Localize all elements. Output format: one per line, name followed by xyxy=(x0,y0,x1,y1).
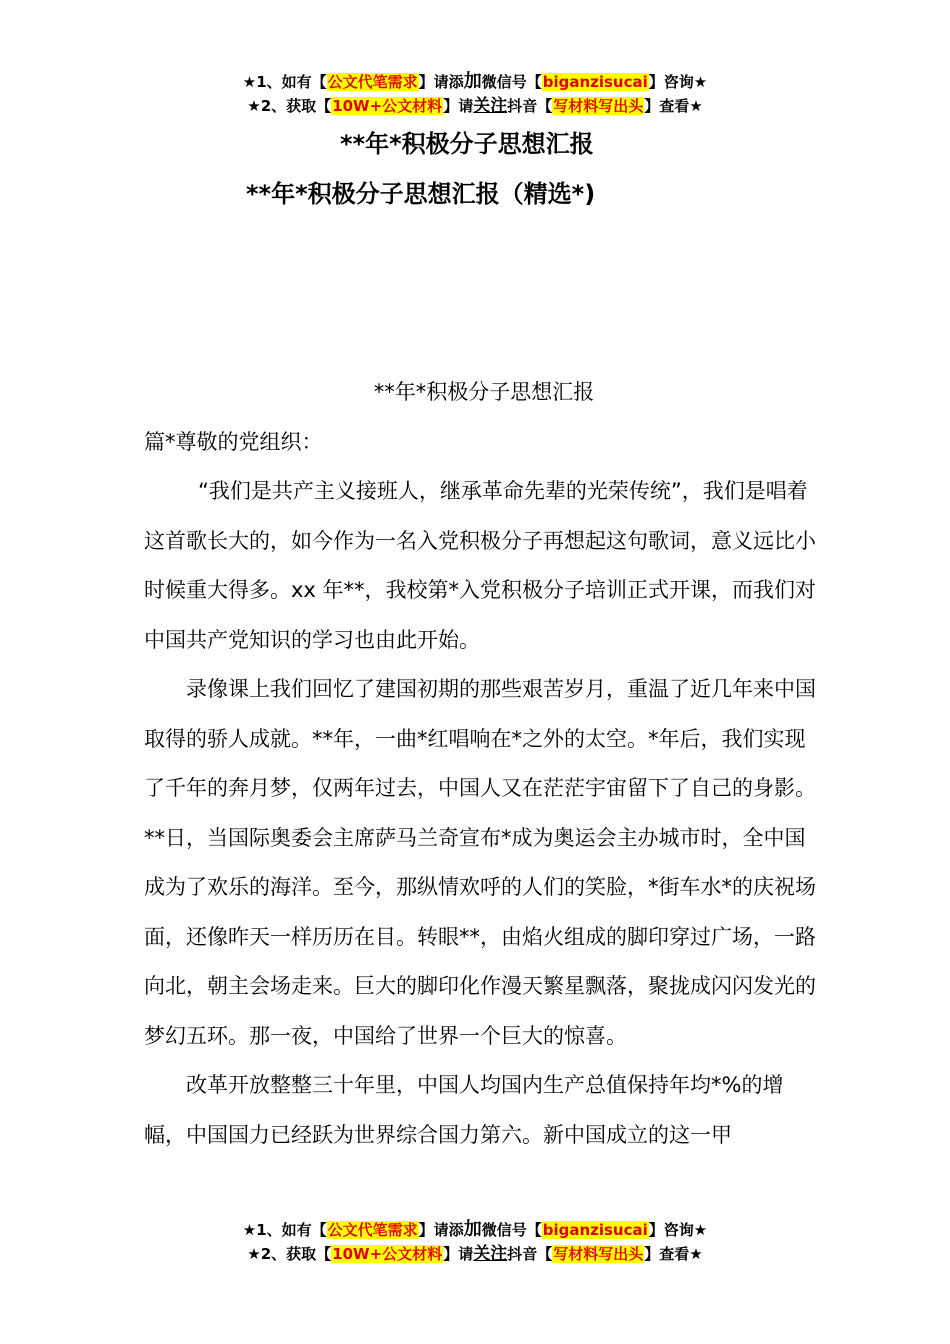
article-heading: **年*积极分子思想汇报 xyxy=(373,380,595,404)
banner-text: 】请 xyxy=(443,97,474,115)
paragraph: 录像课上我们回忆了建国初期的那些艰苦岁月，重温了近几年来中国取得的骄人成就。**年，一曲*红唱响在*之外的太空。*年后，我们实现了千年的奔月梦，仅两年过去，中国人又在茫茫宇宙留下了自己的身影。**日，当国际奥委会主席萨马兰奇宣布*成为奥运会主办城市时，全中国成为了欢乐的海洋。至今，那纵情欢呼的人们的笑脸，*街车水*的庆祝场面，还像昨天一样历历在目。转眼**，由焰火组成的脚印穿过广场，一路向北，朝主会场走来。巨大的脚印化作漫天繁星飘落，聚拢成闪闪发光的梦幻五环。那一夜，中国给了世界一个巨大的惊喜。 xyxy=(144,677,816,1048)
sub-title: **年*积极分子思想汇报（精选*) xyxy=(246,180,596,208)
banner-text: ★1、如有【 xyxy=(242,73,327,91)
banner-text: 关注 xyxy=(473,1244,508,1264)
banner-text: 】咨询★ xyxy=(648,1221,708,1239)
paragraph: “我们是共产主义接班人，继承革命先辈的光荣传统”，我们是唱着这首歌长大的，如今作为一名入党积极分子再想起这句歌词，意义远比小时候重大得多。xx 年**，我校第*入党积极分子培训正式开课，而我们对中国共产党知识的学习也由此开始。 xyxy=(144,479,817,652)
banner-text: ★2、获取【 xyxy=(247,97,332,115)
banner-text: 关注 xyxy=(473,96,508,116)
banner-text: 加 xyxy=(463,1219,482,1240)
banner-text: 加 xyxy=(463,71,482,92)
banner-text: 抖音【 xyxy=(507,97,553,115)
paragraph: 改革开放整整三十年里，中国人均国内生产总值保持年均*%的增幅，中国国力已经跃为世界综合国力第六。新中国成立的这一甲 xyxy=(144,1073,784,1147)
banner-text: 微信号【 xyxy=(481,73,542,91)
banner-text: 】咨询★ xyxy=(648,73,708,91)
highlight-materials: 10W+公文材料 xyxy=(332,1245,443,1263)
banner-line-2 xyxy=(0,94,950,118)
highlight-wechat-id: biganzisucai xyxy=(542,73,648,91)
banner-text: ★2、获取【 xyxy=(247,1245,332,1263)
salutation: 篇*尊敬的党组织： xyxy=(144,429,323,454)
banner-text: 】请添 xyxy=(418,73,464,91)
banner-text: 】请 xyxy=(443,1245,474,1263)
highlight-materials: 10W+公文材料 xyxy=(332,97,443,115)
highlight-wechat-id: biganzisucai xyxy=(542,1221,648,1239)
banner-text: 】查看★ xyxy=(644,1245,703,1263)
banner-text: ★1、如有【 xyxy=(242,1221,327,1239)
banner-text: 】请添 xyxy=(418,1221,464,1239)
top-banner xyxy=(0,70,950,118)
bottom-banner xyxy=(0,1218,950,1266)
banner-line-1 xyxy=(0,1218,950,1242)
banner-text: 抖音【 xyxy=(507,1245,553,1263)
highlight-douyin: 写材料写出头 xyxy=(553,97,644,115)
main-title: **年*积极分子思想汇报 xyxy=(340,130,594,158)
banner-text: 】查看★ xyxy=(644,97,703,115)
highlight-service: 公文代笔需求 xyxy=(327,73,418,91)
banner-text: 微信号【 xyxy=(481,1221,542,1239)
highlight-douyin: 写材料写出头 xyxy=(553,1245,644,1263)
highlight-service: 公文代笔需求 xyxy=(327,1221,418,1239)
banner-line-1 xyxy=(0,70,950,94)
article-body xyxy=(144,368,824,1160)
banner-line-2 xyxy=(0,1242,950,1266)
